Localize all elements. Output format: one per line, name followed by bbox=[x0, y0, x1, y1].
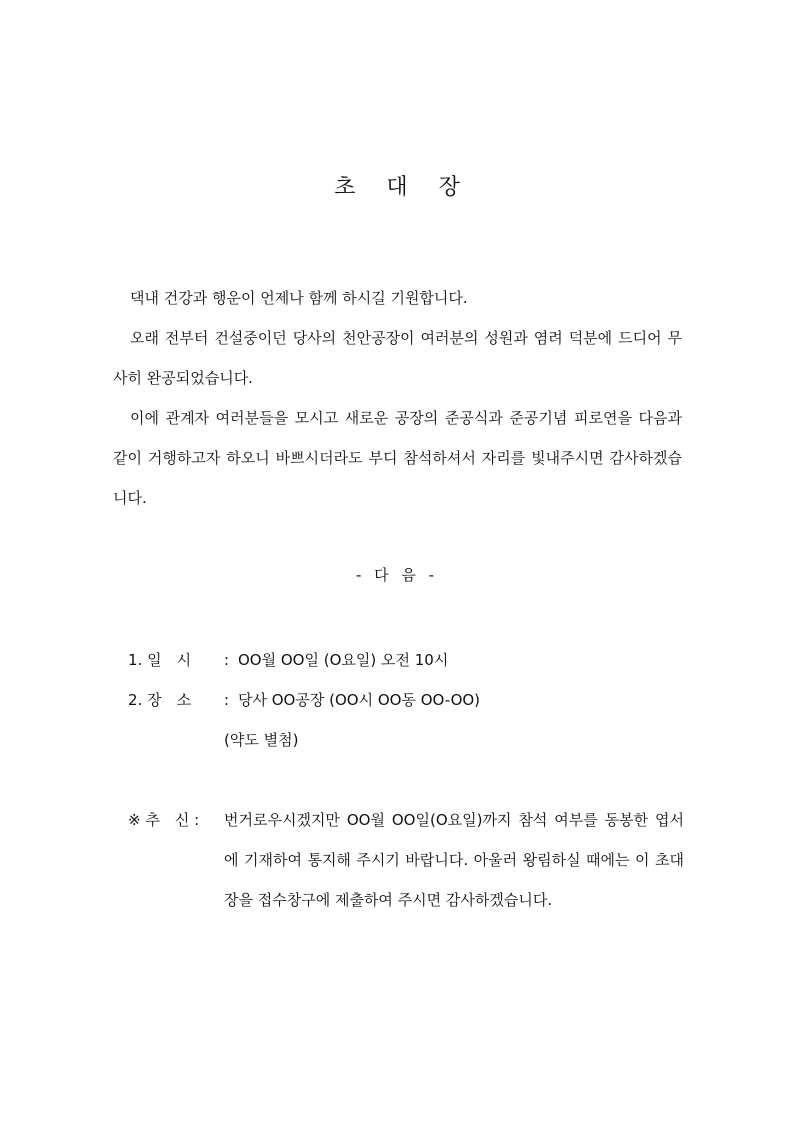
detail-item-datetime bbox=[128, 640, 688, 680]
detail-separator: : bbox=[224, 651, 230, 669]
detail-label: 1. 일 시 bbox=[128, 651, 192, 669]
detail-value: 당사 OO공장 (OO시 OO동 OO-OO) bbox=[238, 691, 481, 709]
greeting-paragraph-block bbox=[113, 278, 682, 518]
body-paragraph: 댁내 건강과 행운이 언제나 함께 하시길 기원합니다. bbox=[130, 289, 468, 307]
detail-value: OO월 OO일 (O요일) 오전 10시 bbox=[238, 651, 449, 669]
map-attachment-note: (약도 별첨) bbox=[224, 731, 299, 749]
event-details-list bbox=[128, 640, 688, 760]
detail-label: 2. 장 소 bbox=[128, 691, 192, 709]
body-paragraph: 이에 관계자 여러분들을 모시고 새로운 공장의 준공식과 준공기념 피로연을 다음과 같이 거행하고자 하오니 바쁘시더라도 부디 참석하셔서 자리를 빛내주시면 감사하겠습니다. bbox=[113, 409, 682, 507]
postscript-note bbox=[128, 800, 684, 920]
detail-item-map-note bbox=[128, 720, 688, 760]
document-title: 초 대 장 bbox=[334, 175, 472, 200]
detail-separator: : bbox=[224, 691, 230, 709]
postscript-label: ※ 추 신 : bbox=[128, 811, 200, 829]
body-paragraph: 오래 전부터 건설중이던 당사의 천안공장이 여러분의 성원과 염려 덕분에 드디어 무사히 완공되었습니다. bbox=[113, 329, 682, 387]
postscript-text: 번거로우시겠지만 OO월 OO일(O요일)까지 참석 여부를 동봉한 엽서에 기재하여 통지해 주시기 바랍니다. 아울러 왕림하실 때에는 이 초대장을 접수창구에 제출하여 주시면 감사하겠습니다. bbox=[224, 811, 684, 909]
detail-item-location bbox=[128, 680, 688, 720]
section-heading: - 다 음 - bbox=[355, 566, 439, 584]
